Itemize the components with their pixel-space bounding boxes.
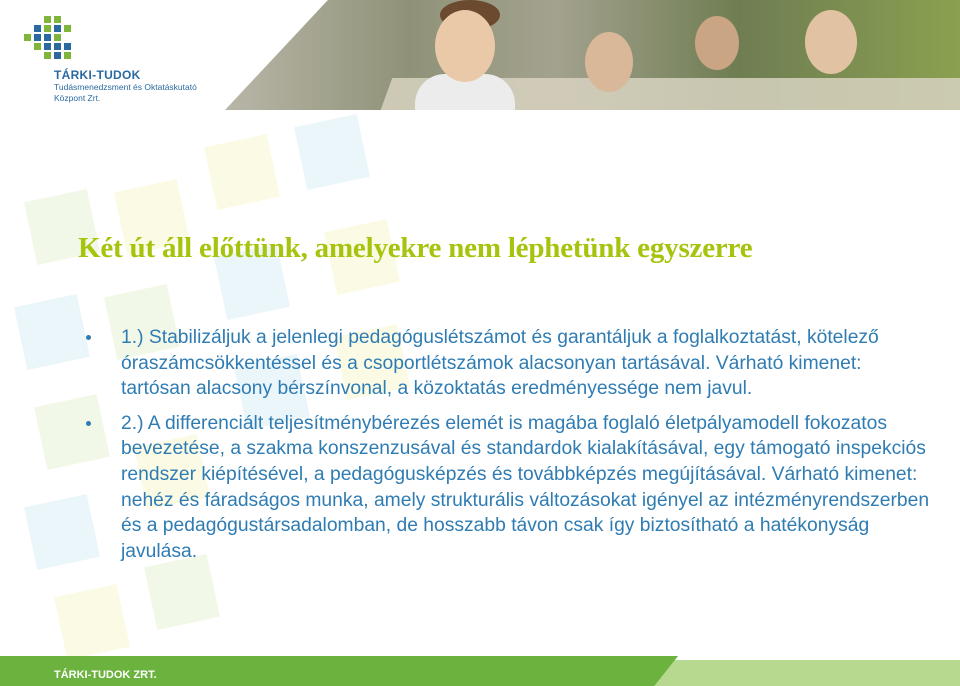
bullet-item [86, 325, 936, 402]
bg-tile [14, 294, 90, 370]
photo-child-face [695, 16, 739, 70]
tarki-tudok-logo [24, 16, 224, 106]
logo-subtitle: Központ Zrt. [54, 93, 101, 103]
photo-child-face [435, 10, 495, 82]
footer-label: TÁRKI-TUDOK ZRT. [54, 669, 157, 681]
bg-tile [54, 584, 130, 660]
bullet-text: 1.) Stabilizáljuk a jelenlegi pedagóguslétszámot és garantáljuk a foglalkoztatást, kötelező óraszámcsökkentéssel és a csoportlétszámok alacsonyan tartásával. Várható kimenet: tartósan alacsony bérszínvonal, a közoktatás eredményessége nem javul. [121, 327, 879, 400]
logo-subtitle: Tudásmenedzsment és Oktatáskutató [54, 82, 197, 92]
logo-grid-icon [24, 16, 72, 68]
bg-tile [204, 134, 280, 210]
slide-title: Két út áll előttünk, amelyekre nem léphetünk egyszerre [78, 232, 753, 264]
photo-child-face [585, 32, 633, 92]
bullet-text: 2.) A differenciált teljesítménybérezés elemét is magába foglaló életpályamodell fokozatos bevezetése, a szakma konszenzusával és standardok kialakításával, egy támogató inspekciós rendszer kiépítésével, a pedagógusképzés és továbbképzés megújításával. Várható kimenet: nehéz és fáradságos munka, amely strukturális változásokat igényel az intézményrendszerben és a pedagógustársadalomban, de hosszabb távon csak így biztosítható a hatékonyság javulása. [121, 412, 930, 562]
photo-child-face [805, 10, 857, 74]
bullet-item [86, 411, 936, 565]
header-photo [225, 0, 960, 110]
bullet-dot-icon [86, 421, 91, 426]
logo-name: TÁRKI-TUDOK [54, 68, 141, 82]
bullet-dot-icon [86, 335, 91, 340]
bullet-list [86, 325, 936, 573]
footer-bar [0, 656, 960, 686]
bg-tile [294, 114, 370, 190]
